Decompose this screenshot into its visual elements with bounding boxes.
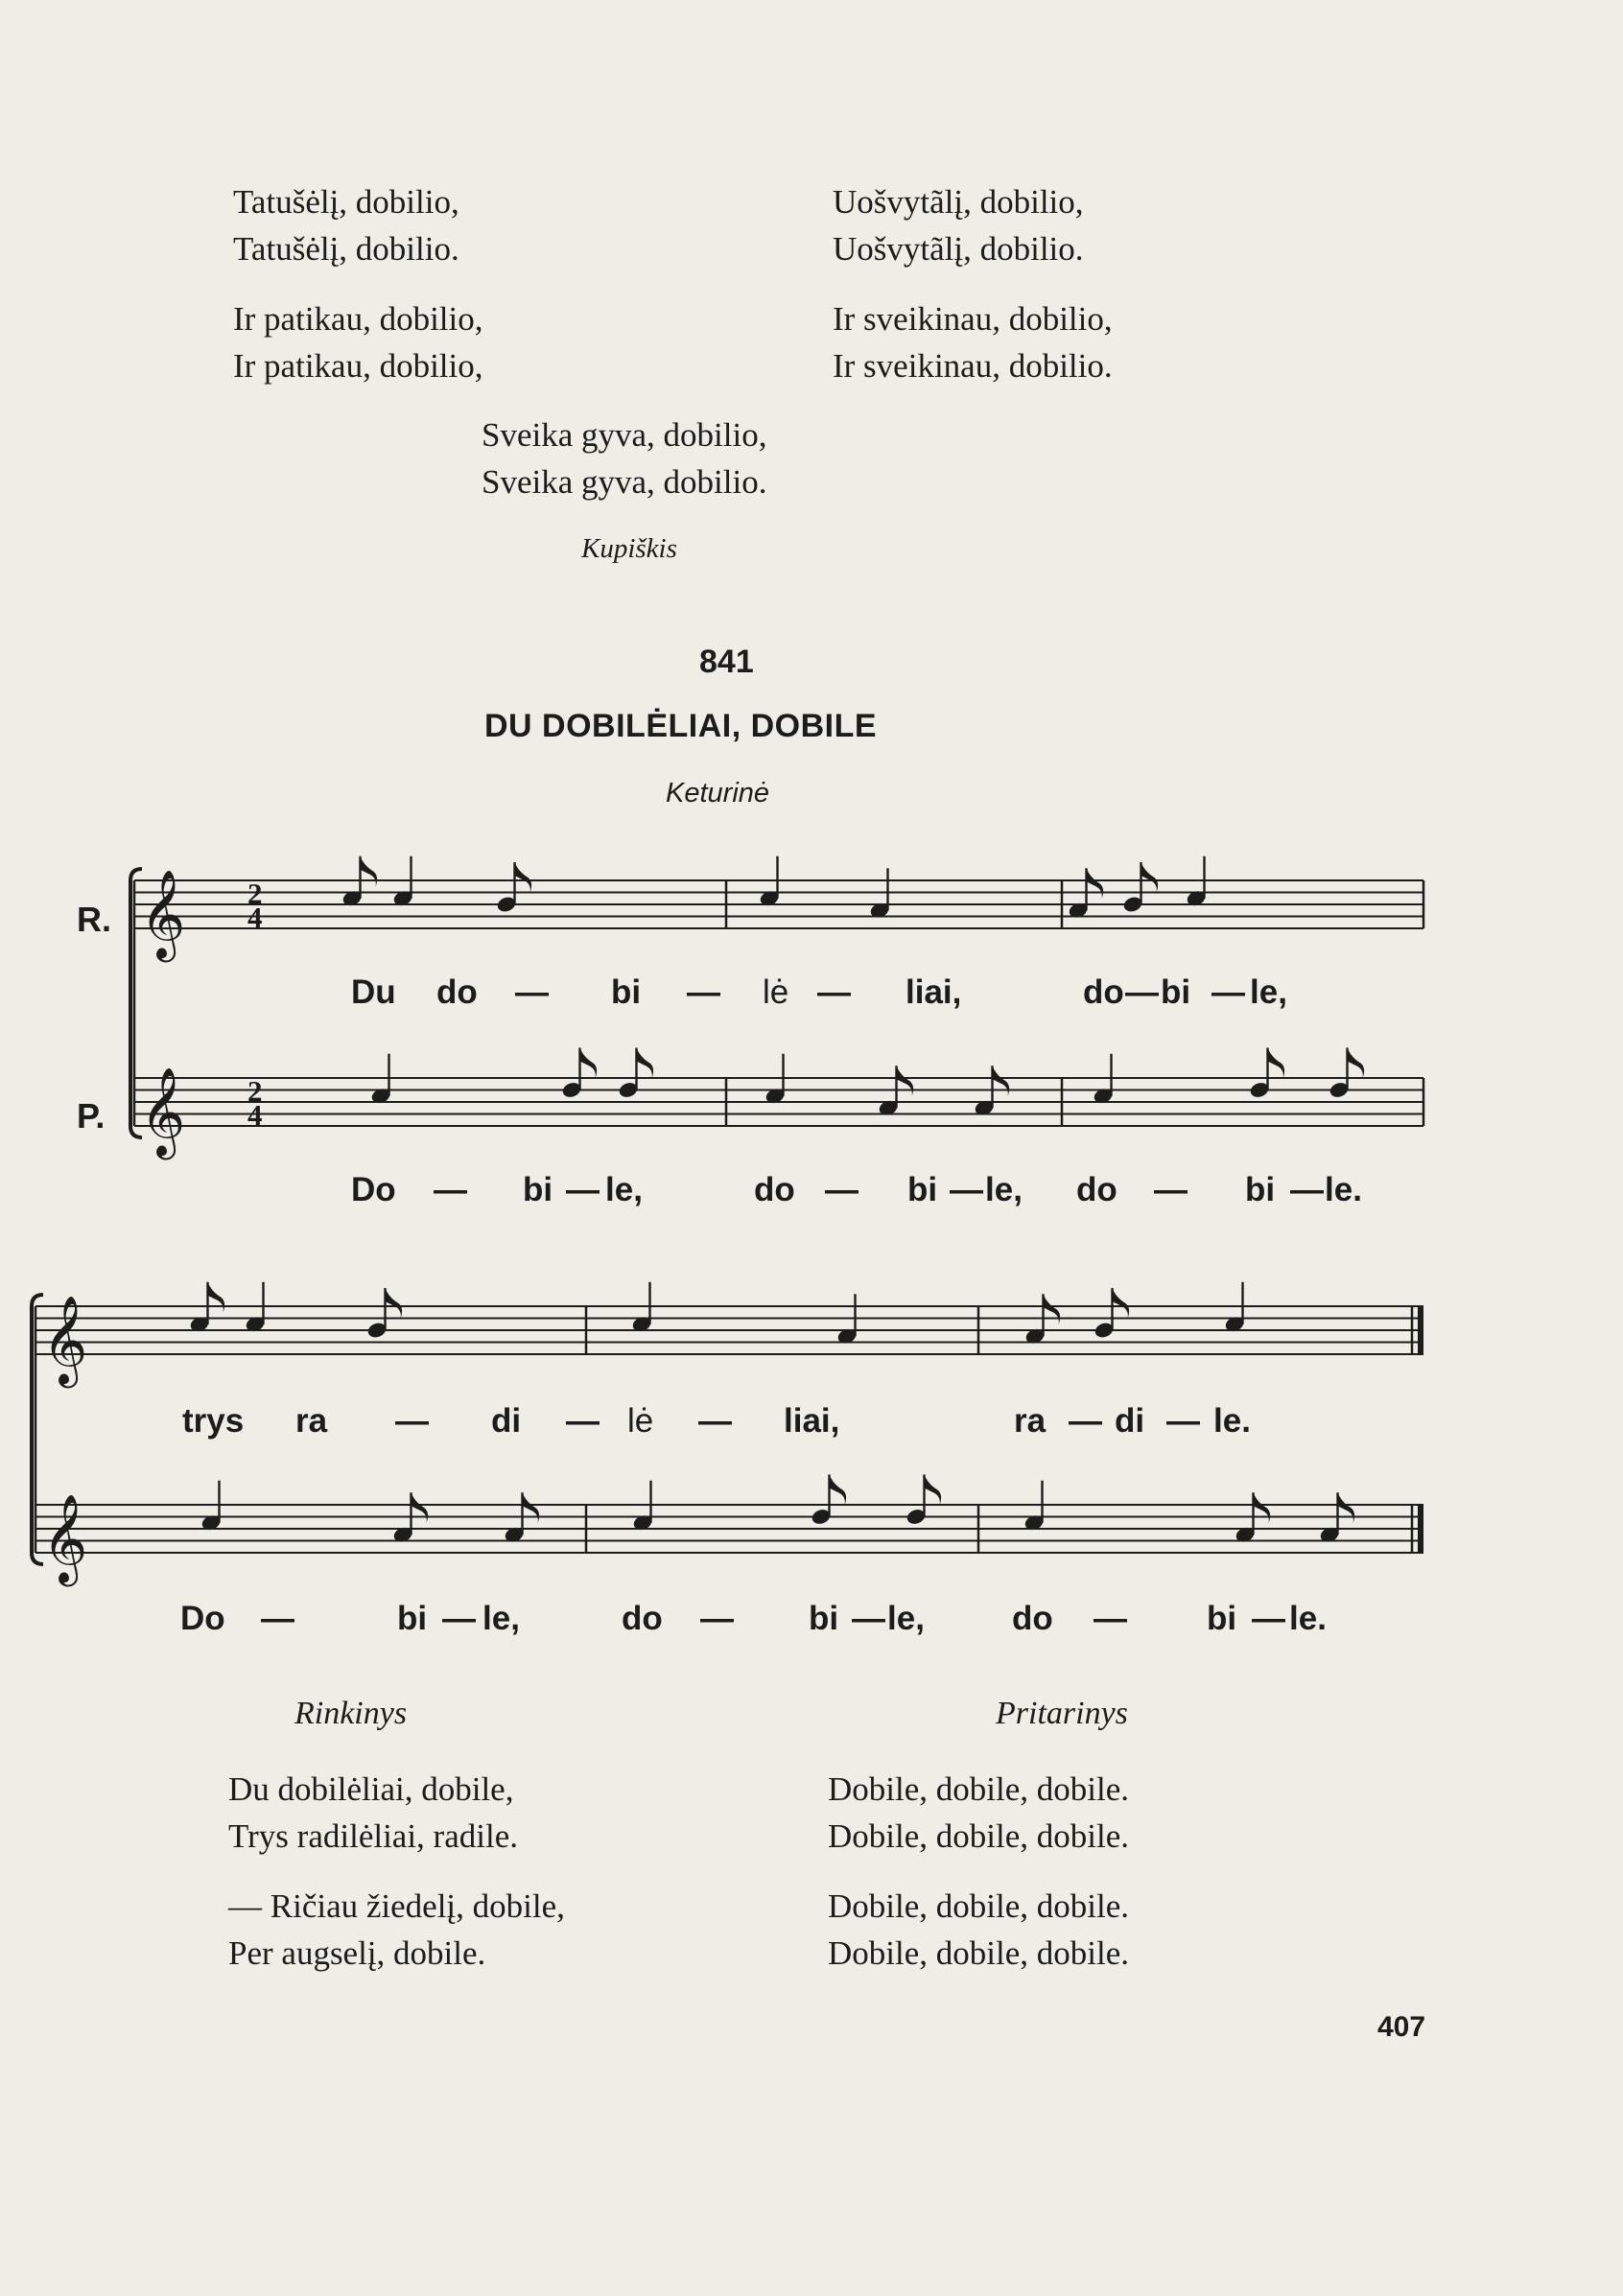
lyric-syllable: bi: [523, 1171, 553, 1208]
lyric-hyphen: —: [395, 1402, 429, 1440]
verse-line: Sveika gyva, dobilio.: [482, 463, 767, 501]
lyrics-p1: [0, 1171, 1623, 1214]
refrain-left-2: [228, 1883, 565, 1977]
lyric-hyphen: —: [566, 1402, 600, 1440]
lyric-syllable: le.: [1213, 1402, 1251, 1440]
song-subtitle: Keturinė: [666, 778, 770, 808]
lyric-syllable: do: [1083, 973, 1124, 1011]
lyric-syllable: di: [1115, 1402, 1145, 1440]
eighth-flag: [1113, 1288, 1130, 1319]
eighth-flag: [897, 1066, 914, 1096]
lyric-hyphen: —: [1154, 1171, 1188, 1208]
eighth-flag: [993, 1066, 1010, 1096]
eighth-flag: [386, 1288, 403, 1319]
verse-line: Uošvytãlį, dobilio,: [833, 183, 1084, 221]
lyrics-r2: [0, 1402, 1623, 1445]
eighth-flag: [208, 1282, 225, 1313]
verse-line: Dobile, dobile, dobile.: [828, 1817, 1129, 1855]
lyric-syllable: le,: [1250, 973, 1287, 1011]
lyric-syllable: Du: [351, 973, 396, 1011]
lyric-syllable: ra: [1014, 1402, 1047, 1440]
lyric-syllable: liai,: [906, 973, 962, 1011]
eighth-flag: [580, 1048, 598, 1079]
treble-clef-icon: 𝄞: [42, 1493, 88, 1582]
eighth-flag: [1044, 1294, 1061, 1324]
eighth-flag: [361, 856, 378, 887]
lyric-syllable: lė: [627, 1402, 654, 1440]
lyric-syllable: le,: [985, 1171, 1023, 1208]
eighth-flag: [637, 1048, 654, 1079]
lyric-syllable: Do: [351, 1171, 396, 1208]
song-title: DU DOBILĖLIAI, DOBILE: [484, 708, 878, 744]
lyric-hyphen: —: [817, 973, 851, 1011]
lyric-hyphen: —: [261, 1600, 294, 1637]
verse-line: — Ričiau žiedelį, dobile,: [228, 1887, 565, 1925]
lyric-hyphen: —: [698, 1402, 732, 1440]
lyric-hyphen: —: [1252, 1600, 1285, 1637]
lyric-hyphen: —: [1290, 1171, 1324, 1208]
lyric-syllable: do: [1076, 1171, 1117, 1208]
voice-label-p: P.: [77, 1096, 106, 1136]
verse-line: Per augselį, dobile.: [228, 1934, 486, 1972]
lyric-syllable: bi: [1207, 1600, 1237, 1637]
pritarinys-heading: Pritarinys: [996, 1696, 1128, 1731]
lyric-hyphen: —: [1069, 1402, 1102, 1440]
treble-clef-icon: 𝄞: [140, 869, 186, 958]
eighth-flag: [1254, 1492, 1271, 1523]
lyric-hyphen: —: [1094, 1600, 1127, 1637]
lyric-hyphen: —: [687, 973, 720, 1011]
time-signature-bottom: 4: [247, 1098, 263, 1132]
eighth-flag: [1087, 868, 1104, 899]
lyric-syllable: lė: [763, 973, 789, 1011]
lyric-hyphen: —: [1125, 973, 1159, 1011]
verse-line: Dobile, dobile, dobile.: [828, 1934, 1129, 1972]
time-signature-bottom: 4: [247, 901, 263, 934]
lyric-hyphen: —: [434, 1171, 467, 1208]
voice-label-r: R.: [77, 900, 111, 939]
time-signature-top: 2: [247, 877, 263, 910]
verse-line: Du dobilėliai, dobile,: [228, 1770, 514, 1808]
lyric-hyphen: —: [1166, 1402, 1200, 1440]
eighth-flag: [1268, 1048, 1285, 1079]
lyric-syllable: do: [436, 973, 478, 1011]
verse-line: Ir sveikinau, dobilio.: [833, 347, 1113, 385]
place-label: Kupiškis: [581, 533, 677, 564]
verse-line: Ir patikau, dobilio,: [233, 347, 483, 385]
lyric-hyphen: —: [442, 1600, 476, 1637]
verse-line: Dobile, dobile, dobile.: [828, 1770, 1129, 1808]
lyric-hyphen: —: [566, 1171, 600, 1208]
lyric-syllable: bi: [1161, 973, 1191, 1011]
lyric-hyphen: —: [950, 1171, 983, 1208]
lyric-syllable: ra: [295, 1402, 328, 1440]
lyrics-r1: [0, 973, 1623, 1017]
verse-line: Tatušėlį, dobilio.: [233, 230, 459, 268]
eighth-flag: [830, 1475, 847, 1506]
lyric-syllable: bi: [809, 1600, 839, 1637]
lyric-hyphen: —: [852, 1600, 885, 1637]
verse-line: Trys radilėliai, radile.: [228, 1817, 518, 1855]
verse-line: Tatušėlį, dobilio,: [233, 183, 459, 221]
page-number: 407: [1377, 2011, 1426, 2043]
refrain-left-1: [228, 1766, 518, 1860]
eighth-flag: [412, 1492, 429, 1523]
eighth-flag: [1141, 862, 1159, 893]
lyric-syllable: le.: [1289, 1600, 1327, 1637]
eighth-flag: [1348, 1048, 1365, 1079]
lyric-hyphen: —: [515, 973, 549, 1011]
refrain-right-1: [828, 1766, 1129, 1860]
final-barline: [1418, 1505, 1423, 1553]
lyric-syllable: le,: [605, 1171, 643, 1208]
lyric-syllable: di: [491, 1402, 522, 1440]
verse-line: Sveika gyva, dobilio,: [482, 416, 767, 454]
lyric-syllable: bi: [611, 973, 642, 1011]
lyric-syllable: le,: [482, 1600, 520, 1637]
lyric-syllable: liai,: [784, 1402, 840, 1440]
lyric-syllable: do: [754, 1171, 795, 1208]
treble-clef-icon: 𝄞: [42, 1295, 88, 1384]
lyric-hyphen: —: [700, 1600, 734, 1637]
verse-line: Uošvytãlį, dobilio.: [833, 230, 1084, 268]
lyric-syllable: do: [1012, 1600, 1053, 1637]
eighth-flag: [925, 1475, 942, 1506]
verse-line: Ir patikau, dobilio,: [233, 300, 483, 338]
verse-line: Dobile, dobile, dobile.: [828, 1887, 1129, 1925]
lyric-syllable: le.: [1325, 1171, 1362, 1208]
eighth-flag: [1338, 1492, 1355, 1523]
eighth-flag: [515, 862, 532, 893]
lyric-syllable: trys: [182, 1402, 245, 1440]
eighth-flag: [523, 1492, 540, 1523]
final-barline: [1418, 1306, 1423, 1354]
time-signature-top: 2: [247, 1074, 263, 1108]
lyric-syllable: bi: [907, 1171, 938, 1208]
lyric-syllable: le,: [887, 1600, 925, 1637]
lyrics-p2: [0, 1600, 1623, 1643]
song-number: 841: [699, 644, 754, 680]
lyric-syllable: Do: [180, 1600, 225, 1637]
refrain-right-2: [828, 1883, 1129, 1977]
verse-line: Ir sveikinau, dobilio,: [833, 300, 1113, 338]
lyric-hyphen: —: [825, 1171, 859, 1208]
lyric-syllable: do: [622, 1600, 663, 1637]
rinkinys-heading: Rinkinys: [294, 1696, 408, 1731]
lyric-hyphen: —: [1211, 973, 1245, 1011]
lyric-syllable: bi: [1245, 1171, 1276, 1208]
lyric-syllable: bi: [397, 1600, 428, 1637]
treble-clef-icon: 𝄞: [140, 1066, 186, 1156]
